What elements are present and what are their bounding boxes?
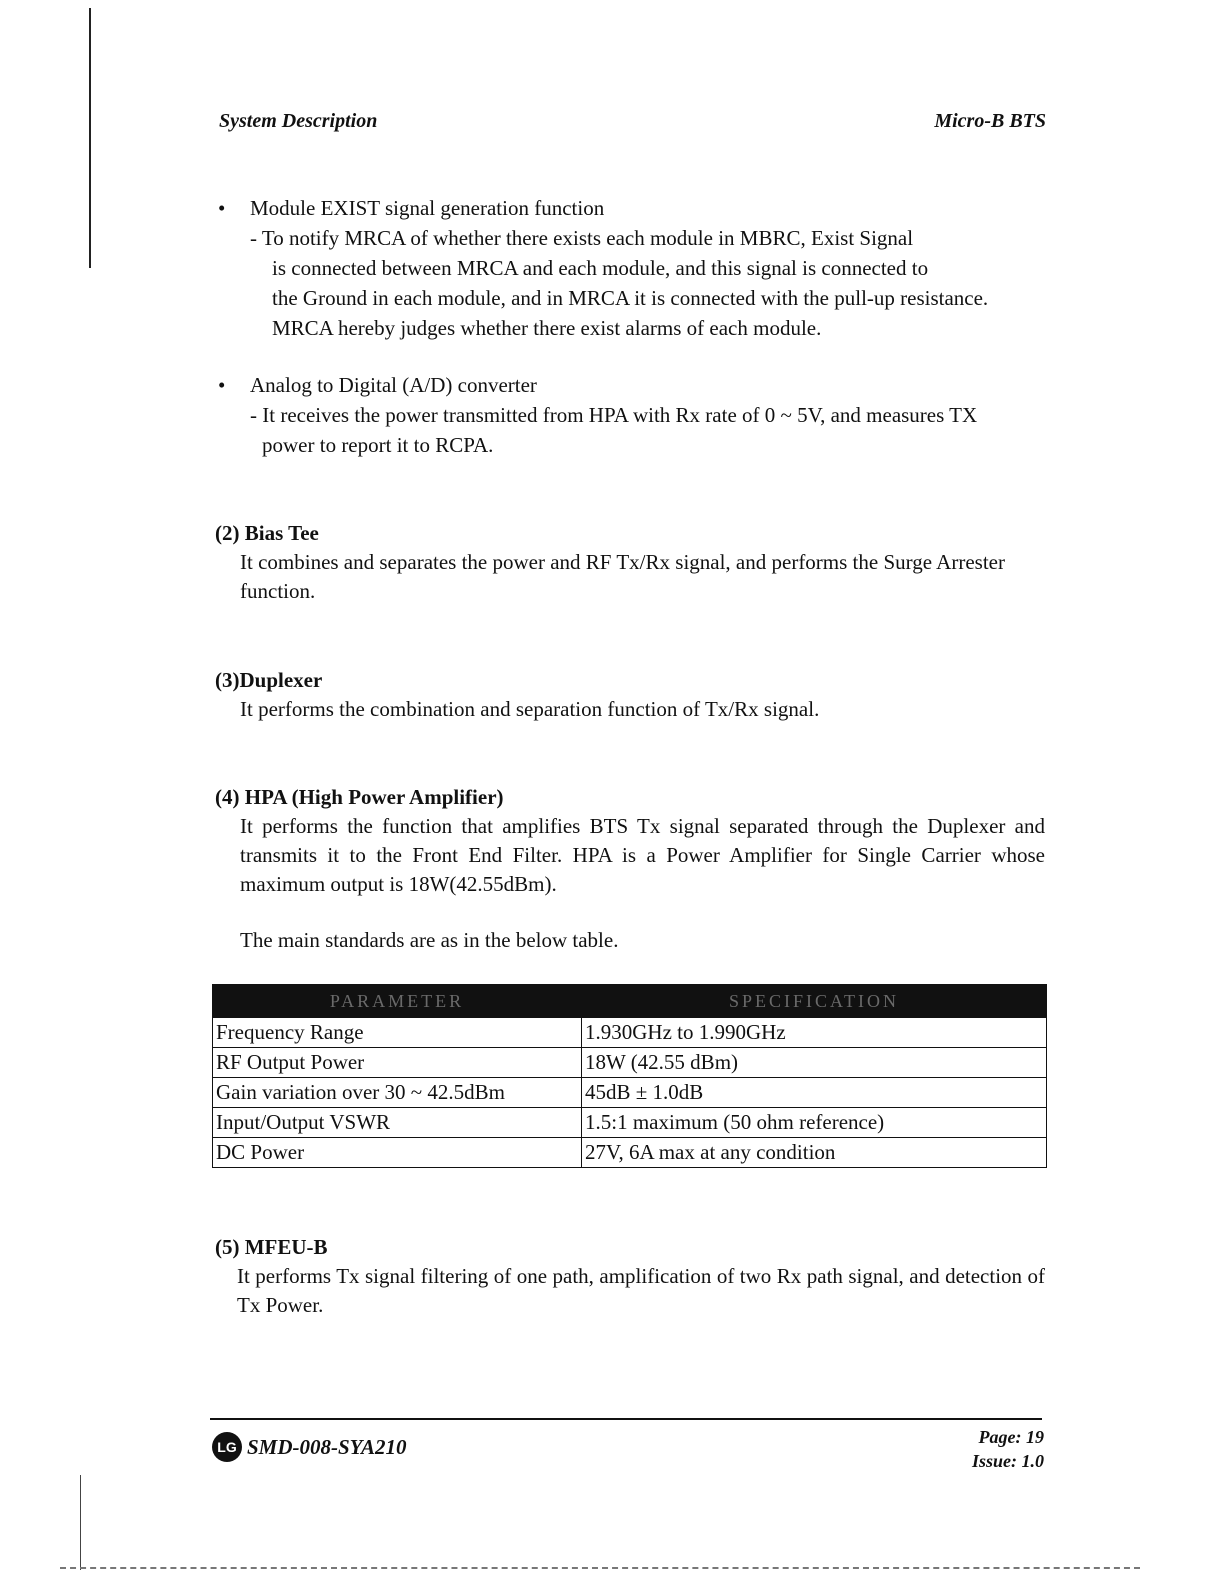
section-heading: (5) MFEU-B — [215, 1235, 328, 1259]
table-cell-parameter: Frequency Range — [213, 1018, 582, 1048]
hpa-spec-table — [212, 984, 1047, 1168]
section-text: It performs Tx signal filtering of one path, amplification of two Rx path signal, and detection of Tx Power. — [237, 1264, 1045, 1317]
table-intro-text: The main standards are as in the below table. — [240, 928, 619, 952]
section-text: It combines and separates the power and RF Tx/Rx signal, and performs the Surge Arrester function. — [240, 550, 1005, 603]
footer-issue: Issue: 1.0 — [971, 1451, 1044, 1471]
bullet-first-line: - To notify MRCA of whether there exists each module in MBRC, Exist Signal — [250, 226, 914, 250]
table-row — [213, 1048, 1047, 1078]
bullet-ad-converter — [218, 370, 977, 460]
bullet-first-line: - It receives the power transmitted from HPA with Rx rate of 0 ~ 5V, and measures TX — [250, 403, 978, 427]
bullet-dot-icon: • — [218, 196, 226, 220]
section-heading: (2) Bias Tee — [215, 521, 319, 545]
footer-page-info — [972, 1425, 1044, 1473]
table-cell-parameter: DC Power — [213, 1138, 582, 1168]
table-header-cell: PARAMETER — [213, 985, 582, 1018]
table-cell-parameter: Input/Output VSWR — [213, 1108, 582, 1138]
table-row — [213, 1138, 1047, 1168]
table-cell-specification: 1.930GHz to 1.990GHz — [582, 1018, 1047, 1048]
section-heading: (4) HPA (High Power Amplifier) — [215, 785, 504, 809]
section-bias-tee — [215, 519, 1045, 606]
section-duplexer — [215, 666, 1045, 724]
table-row — [213, 1078, 1047, 1108]
bullet-exist-signal — [218, 193, 988, 343]
bullet-dot-icon: • — [218, 373, 226, 397]
section-text: It performs the combination and separation function of Tx/Rx signal. — [240, 697, 820, 721]
footer-page-number: Page: 19 — [978, 1427, 1044, 1447]
bullet-continuation-line: power to report it to RCPA. — [262, 433, 494, 457]
lg-logo-icon: LG — [212, 1432, 242, 1462]
table-cell-specification: 27V, 6A max at any condition — [582, 1138, 1047, 1168]
table-cell-specification: 1.5:1 maximum (50 ohm reference) — [582, 1108, 1047, 1138]
table-header-row — [213, 985, 1047, 1018]
bullet-continuation-line: the Ground in each module, and in MRCA it is connected with the pull-up resistance. — [272, 286, 989, 310]
table-row — [213, 1108, 1047, 1138]
table-cell-specification: 45dB ± 1.0dB — [582, 1078, 1047, 1108]
table-header-cell: SPECIFICATION — [582, 985, 1047, 1018]
section-hpa — [215, 783, 1045, 955]
bullet-continuation-line: MRCA hereby judges whether there exist alarms of each module. — [272, 316, 822, 340]
footer-document-id: SMD-008-SYA210 — [247, 1435, 407, 1459]
section-mfeu-b — [215, 1233, 1045, 1320]
header-title-right: Micro-B BTS — [934, 110, 1046, 132]
table-cell-specification: 18W (42.55 dBm) — [582, 1048, 1047, 1078]
section-text: It performs the function that amplifies BTS Tx signal separated through the Duplexer and transmits it to the Front End Filter. HPA is a Power Amplifier for Single Carrier whose maximum output is 18W(42.55dBm). — [240, 814, 1045, 896]
scan-artifact-bottom-line — [60, 1567, 1140, 1569]
bullet-title: Module EXIST signal generation function — [250, 196, 605, 220]
scan-artifact-left-line — [89, 8, 91, 268]
table-row — [213, 1018, 1047, 1048]
bullet-continuation-line: is connected between MRCA and each module, and this signal is connected to — [272, 256, 929, 280]
header-title-left: System Description — [219, 110, 378, 132]
table-cell-parameter: RF Output Power — [213, 1048, 582, 1078]
section-heading: (3)Duplexer — [215, 668, 323, 692]
bullet-title: Analog to Digital (A/D) converter — [250, 373, 537, 397]
scan-artifact-left-line-bottom — [80, 1475, 81, 1570]
footer-divider — [210, 1418, 1042, 1420]
table-cell-parameter: Gain variation over 30 ~ 42.5dBm — [213, 1078, 582, 1108]
